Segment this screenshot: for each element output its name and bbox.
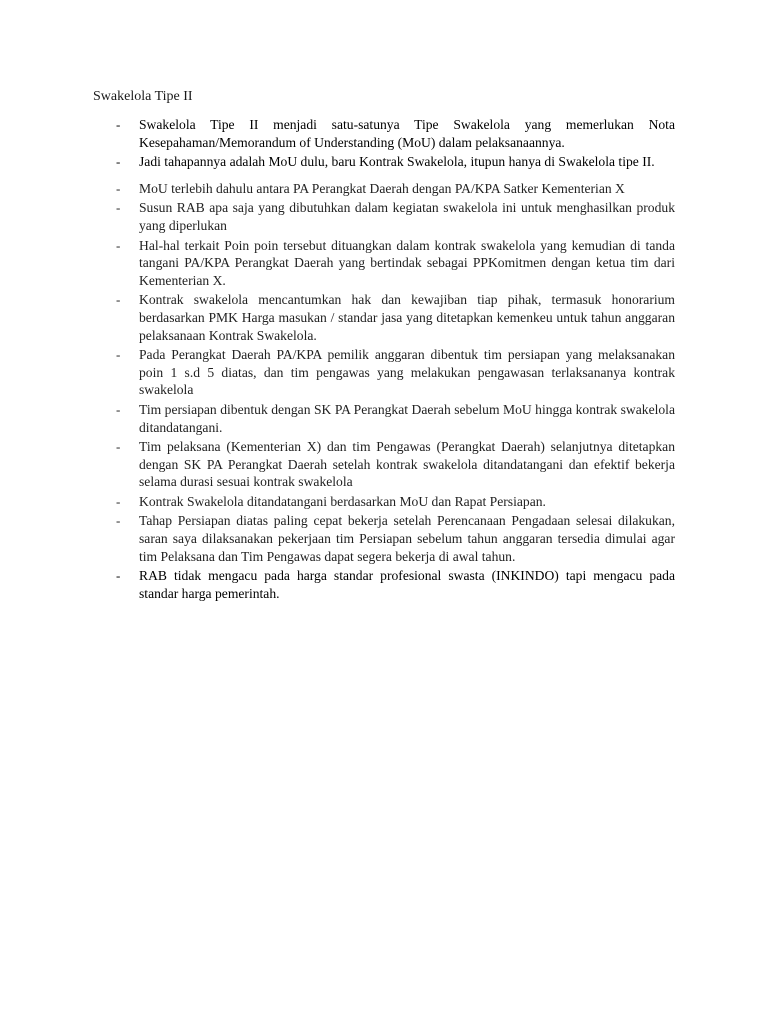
list-item-text: Swakelola Tipe II menjadi satu-satunya Tipe Swakelola yang memerlukan Nota Kesepahaman/Memorandum of Understanding (MoU) dalam pelaksanaannya. <box>139 117 675 150</box>
list-item-text: Tim pelaksana (Kementerian X) dan tim Pengawas (Perangkat Daerah) selanjutnya ditetapkan dengan SK PA Perangkat Daerah setelah kontrak swakelola ditandatangani dan efektif bekerja selama durasi sesuai kontrak swakelola <box>139 439 675 490</box>
bullet-marker: - <box>116 180 121 196</box>
bullet-marker: - <box>116 493 121 509</box>
list-item <box>93 438 675 491</box>
list-item <box>93 346 675 399</box>
list-item <box>93 512 675 565</box>
list-item-text: Tahap Persiapan diatas paling cepat bekerja setelah Perencanaan Pengadaan selesai dilakukan, saran saya dilaksanakan pekerjaan tim Persiapan sebelum tahun anggaran tersedia dimulai agar tim Pelaksana dan Tim Pengawas dapat segera bekerja di awal tahun. <box>139 513 675 564</box>
bullet-marker: - <box>116 292 121 308</box>
list-item <box>93 237 675 290</box>
list-item <box>93 199 675 234</box>
list-item-text: RAB tidak mengacu pada harga standar profesional swasta (INKINDO) tapi mengacu pada standar harga pemerintah. <box>139 568 675 601</box>
list-item <box>93 180 675 198</box>
bullet-marker: - <box>116 237 121 253</box>
bullet-marker: - <box>116 513 121 529</box>
list-item <box>93 401 675 436</box>
list-item-text: Jadi tahapannya adalah MoU dulu, baru Kontrak Swakelola, itupun hanya di Swakelola tipe II. <box>139 154 655 170</box>
list-item-text: Susun RAB apa saja yang dibutuhkan dalam kegiatan swakelola ini untuk menghasilkan produk yang diperlukan <box>139 200 675 233</box>
bullet-marker: - <box>116 439 121 455</box>
list-item-text: Hal-hal terkait Poin poin tersebut dituangkan dalam kontrak swakelola yang kemudian di tanda tangani PA/KPA Perangkat Daerah yang bertindak sebagai PPKomitmen dengan ketua tim dari Kementerian X. <box>139 237 675 288</box>
list-item-text: MoU terlebih dahulu antara PA Perangkat Daerah dengan PA/KPA Satker Kementerian X <box>139 180 625 196</box>
list-item <box>93 291 675 344</box>
list-item <box>93 493 675 511</box>
list-item <box>93 116 675 151</box>
list-item-text: Kontrak swakelola mencantumkan hak dan kewajiban tiap pihak, termasuk honorarium berdasarkan PMK Harga masukan / standar jasa yang ditetapkan kemenkeu untuk tahun anggaran pelaksanaan Kontrak Swakelola. <box>139 292 675 343</box>
bullet-marker: - <box>116 347 121 363</box>
list-item <box>93 567 675 602</box>
list-item-text: Pada Perangkat Daerah PA/KPA pemilik anggaran dibentuk tim persiapan yang melaksanakan poin 1 s.d 5 diatas, dan tim pengawas yang melakukan pengawasan terlaksananya kontrak swakelola <box>139 347 675 398</box>
bullet-marker: - <box>116 568 121 584</box>
bullet-marker: - <box>116 117 121 132</box>
bullet-marker: - <box>116 200 121 216</box>
bullet-marker: - <box>116 401 121 417</box>
list-item-text: Kontrak Swakelola ditandatangani berdasarkan MoU dan Rapat Persiapan. <box>139 493 546 509</box>
list-item-text: Tim persiapan dibentuk dengan SK PA Perangkat Daerah sebelum MoU hingga kontrak swakelola ditandatangani. <box>139 401 675 435</box>
document-title: Swakelola Tipe II <box>93 89 193 104</box>
list-item <box>93 153 675 171</box>
bullet-list <box>93 116 675 604</box>
bullet-marker: - <box>116 154 121 170</box>
